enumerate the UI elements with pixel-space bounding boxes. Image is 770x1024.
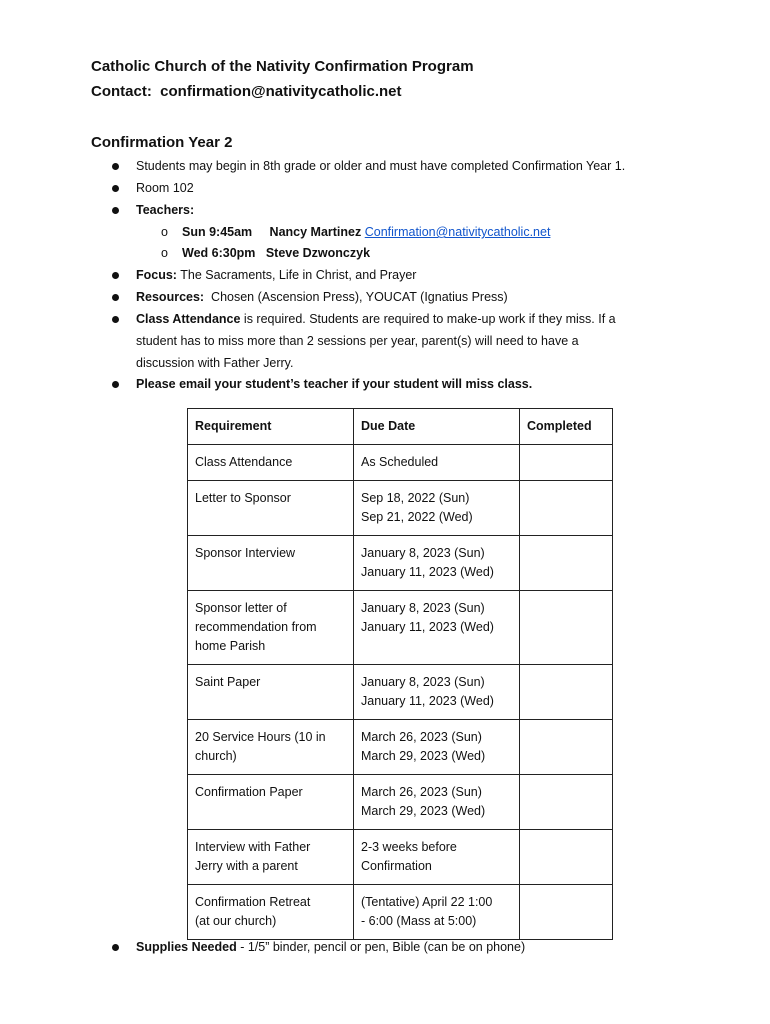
resources-line — [136, 287, 508, 309]
table-row — [188, 830, 613, 885]
header-requirement: Requirement — [188, 409, 354, 445]
requirement-cell-line: recommendation from — [195, 620, 317, 634]
requirement-cell-line: Class Attendance — [195, 455, 293, 469]
focus-text: The Sacraments, Life in Christ, and Prayer — [180, 268, 417, 282]
contact-line — [91, 82, 402, 102]
bullet-icon — [112, 163, 119, 170]
due-date-cell-line: March 29, 2023 (Wed) — [361, 804, 486, 818]
requirement-cell — [188, 481, 354, 536]
table-row — [188, 481, 613, 536]
teacher-time: Wed 6:30pm — [182, 246, 256, 260]
requirement-cell — [188, 536, 354, 591]
due-date-cell — [354, 445, 520, 481]
due-date-cell-line: 2-3 weeks before — [361, 840, 457, 854]
attendance-line-1 — [136, 309, 616, 331]
attendance-text: is required. Students are required to make-up work if they miss. If a — [240, 312, 616, 326]
completed-cell[interactable] — [520, 591, 613, 665]
due-date-cell-line: January 8, 2023 (Sun) — [361, 601, 485, 615]
attendance-label: Class Attendance — [136, 312, 241, 326]
due-date-cell-line: March 26, 2023 (Sun) — [361, 730, 482, 744]
requirements-table — [187, 408, 613, 940]
eligibility-text: Students may begin in 8th grade or older and must have completed Confirmation Year 1. — [136, 159, 626, 173]
completed-cell[interactable] — [520, 665, 613, 720]
due-date-cell-line: January 11, 2023 (Wed) — [361, 565, 494, 579]
due-date-cell-line: As Scheduled — [361, 455, 439, 469]
due-date-cell-line: March 26, 2023 (Sun) — [361, 785, 482, 799]
sub-bullet-icon: o — [161, 246, 168, 260]
teacher-row-wed — [182, 243, 370, 265]
bullet-icon — [112, 381, 119, 388]
attendance-line-2: student has to miss more than 2 sessions per year, parent(s) will need to have a — [136, 334, 579, 348]
supplies-line — [136, 937, 525, 959]
contact-email: confirmation@nativitycatholic.net — [160, 83, 402, 100]
due-date-cell — [354, 830, 520, 885]
focus-label: Focus: — [136, 268, 177, 282]
requirement-cell-line: Confirmation Paper — [195, 785, 303, 799]
table-header-row — [188, 409, 613, 445]
teacher-row-sun — [182, 222, 550, 244]
requirement-cell-line: Confirmation Retreat — [195, 895, 311, 909]
table-body — [188, 445, 613, 940]
bullet-icon — [112, 272, 119, 279]
focus-line — [136, 265, 416, 287]
completed-cell[interactable] — [520, 720, 613, 775]
due-date-cell — [354, 885, 520, 940]
sub-bullet-icon: o — [161, 225, 168, 239]
bullet-icon — [112, 185, 119, 192]
due-date-cell-line: Confirmation — [361, 859, 432, 873]
supplies-label: Supplies Needed — [136, 940, 237, 954]
requirement-cell-line: home Parish — [195, 639, 266, 653]
due-date-cell — [354, 481, 520, 536]
program-title: Catholic Church of the Nativity Confirmation Program — [91, 58, 474, 75]
due-date-cell — [354, 775, 520, 830]
email-notice: Please email your student’s teacher if your student will miss class. — [136, 377, 533, 391]
section-title: Confirmation Year 2 — [91, 134, 233, 151]
requirement-cell-line: Jerry with a parent — [195, 859, 298, 873]
bullet-icon — [112, 944, 119, 951]
teacher-name: Nancy Martinez — [269, 225, 362, 239]
teachers-label: Teachers: — [136, 203, 195, 217]
due-date-cell-line: January 8, 2023 (Sun) — [361, 675, 485, 689]
requirement-cell-line: Sponsor letter of — [195, 601, 287, 615]
supplies-text: - 1/5” binder, pencil or pen, Bible (can be on phone) — [236, 940, 526, 954]
due-date-cell-line: - 6:00 (Mass at 5:00) — [361, 914, 477, 928]
due-date-cell-line: January 11, 2023 (Wed) — [361, 694, 494, 708]
requirement-cell — [188, 591, 354, 665]
due-date-cell-line: Sep 21, 2022 (Wed) — [361, 510, 473, 524]
requirement-cell-line: 20 Service Hours (10 in — [195, 730, 326, 744]
resources-label: Resources: — [136, 290, 205, 304]
table-row — [188, 536, 613, 591]
table-row — [188, 665, 613, 720]
contact-label: Contact: — [91, 83, 152, 100]
due-date-cell-line: January 8, 2023 (Sun) — [361, 546, 485, 560]
completed-cell[interactable] — [520, 885, 613, 940]
due-date-cell — [354, 665, 520, 720]
due-date-cell-line: (Tentative) April 22 1:00 — [361, 895, 493, 909]
table-row — [188, 885, 613, 940]
teacher-name: Steve Dzwonczyk — [265, 246, 371, 260]
requirement-cell — [188, 445, 354, 481]
completed-cell[interactable] — [520, 775, 613, 830]
requirement-cell-line: Saint Paper — [195, 675, 261, 689]
attendance-line-3: discussion with Father Jerry. — [136, 356, 294, 370]
completed-cell[interactable] — [520, 481, 613, 536]
bullet-icon — [112, 294, 119, 301]
requirement-cell — [188, 830, 354, 885]
table-row — [188, 720, 613, 775]
bullet-icon — [112, 316, 119, 323]
teacher-email-link[interactable]: Confirmation@nativitycatholic.net — [364, 225, 551, 239]
requirement-cell — [188, 665, 354, 720]
due-date-cell-line: March 29, 2023 (Wed) — [361, 749, 486, 763]
requirement-cell — [188, 720, 354, 775]
table-row — [188, 775, 613, 830]
header-completed: Completed — [520, 409, 613, 445]
room-text: Room 102 — [136, 181, 194, 195]
due-date-cell — [354, 591, 520, 665]
completed-cell[interactable] — [520, 445, 613, 481]
requirement-cell-line: church) — [195, 749, 237, 763]
teacher-time: Sun 9:45am — [182, 225, 253, 239]
completed-cell[interactable] — [520, 536, 613, 591]
due-date-cell — [354, 536, 520, 591]
requirement-cell-line: Interview with Father — [195, 840, 311, 854]
bullet-icon — [112, 207, 119, 214]
due-date-cell-line: Sep 18, 2022 (Sun) — [361, 491, 470, 505]
table-row — [188, 591, 613, 665]
resources-text: Chosen (Ascension Press), YOUCAT (Ignatius Press) — [211, 290, 508, 304]
completed-cell[interactable] — [520, 830, 613, 885]
due-date-cell-line: January 11, 2023 (Wed) — [361, 620, 494, 634]
due-date-cell — [354, 720, 520, 775]
requirement-cell-line: Letter to Sponsor — [195, 491, 291, 505]
header-due-date: Due Date — [354, 409, 520, 445]
requirement-cell-line: Sponsor Interview — [195, 546, 296, 560]
requirement-cell — [188, 775, 354, 830]
table-row — [188, 445, 613, 481]
requirement-cell-line: (at our church) — [195, 914, 277, 928]
requirement-cell — [188, 885, 354, 940]
